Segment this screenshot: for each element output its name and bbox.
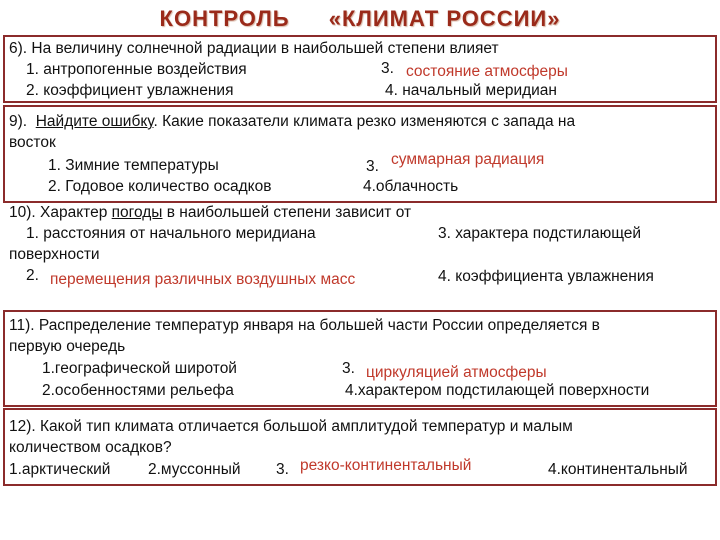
q12-option-4: 4.континентальный <box>548 461 688 478</box>
title-right: «КЛИМАТ РОССИИ» <box>328 6 561 31</box>
q11-question-line2: первую очередь <box>9 338 126 355</box>
title-left: КОНТРОЛЬ <box>159 6 290 31</box>
q10-question-a: 10). Характер <box>9 204 112 221</box>
q9-find-error: Найдите ошибку <box>35 113 154 130</box>
page-title <box>0 6 720 32</box>
q9-option-3-number: 3. <box>366 158 379 175</box>
q6-option-3-answer: состояние атмосферы <box>406 63 568 80</box>
q9-question-rest: . Какие показатели климата резко изменяются с запада на <box>153 113 576 130</box>
q10-weather: погоды <box>111 204 163 221</box>
q6-question: 6). На величину солнечной радиации в наибольшей степени влияет <box>9 40 499 57</box>
q9-question-line2: восток <box>9 134 56 151</box>
q10-option-1: 1. расстояния от начального меридиана <box>26 225 316 242</box>
q11-option-2: 2.особенностями рельефа <box>42 382 234 399</box>
q10-option-2-answer: перемещения различных воздушных масс <box>50 271 356 288</box>
q12-option-1: 1.арктический <box>9 461 111 478</box>
q9-option-2: 2. Годовое количество осадков <box>48 178 272 195</box>
q12-option-2: 2.муссонный <box>148 461 241 478</box>
q11-option-3-answer: циркуляцией атмосферы <box>366 364 547 381</box>
q10-question <box>9 204 411 222</box>
q6-option-1: 1. антропогенные воздействия <box>26 61 247 78</box>
q11-option-3-number: 3. <box>342 360 355 377</box>
q9-number: 9). <box>9 113 28 130</box>
q6-option-2: 2. коэффициент увлажнения <box>26 82 234 99</box>
q11-option-4: 4.характером подстилающей поверхности <box>345 382 650 399</box>
q9-question <box>9 113 575 131</box>
q6-option-3-number: 3. <box>381 60 394 77</box>
q12-question: 12). Какой тип климата отличается большой амплитудой температур и малым <box>9 418 573 435</box>
q6-option-4: 4. начальный меридиан <box>385 82 557 99</box>
q11-option-1: 1.географической широтой <box>42 360 237 377</box>
q12-option-3-answer: резко-континентальный <box>300 457 472 474</box>
q10-question-b: в наибольшей степени зависит от <box>162 204 412 221</box>
q11-question: 11). Распределение температур января на большей части России определяется в <box>9 317 600 334</box>
q12-question-line2: количеством осадков? <box>9 439 172 456</box>
q10-option-4: 4. коэффициента увлажнения <box>438 268 654 285</box>
q9-option-1: 1. Зимние температуры <box>48 157 219 174</box>
q10-option-3: 3. характера подстилающей <box>438 225 642 242</box>
q10-option-2-number: 2. <box>26 267 39 284</box>
q9-option-3-answer: суммарная радиация <box>391 151 545 168</box>
q12-option-3-number: 3. <box>276 461 289 478</box>
q10-option-3-continued: поверхности <box>9 246 100 263</box>
q9-option-4: 4.облачность <box>363 178 459 195</box>
